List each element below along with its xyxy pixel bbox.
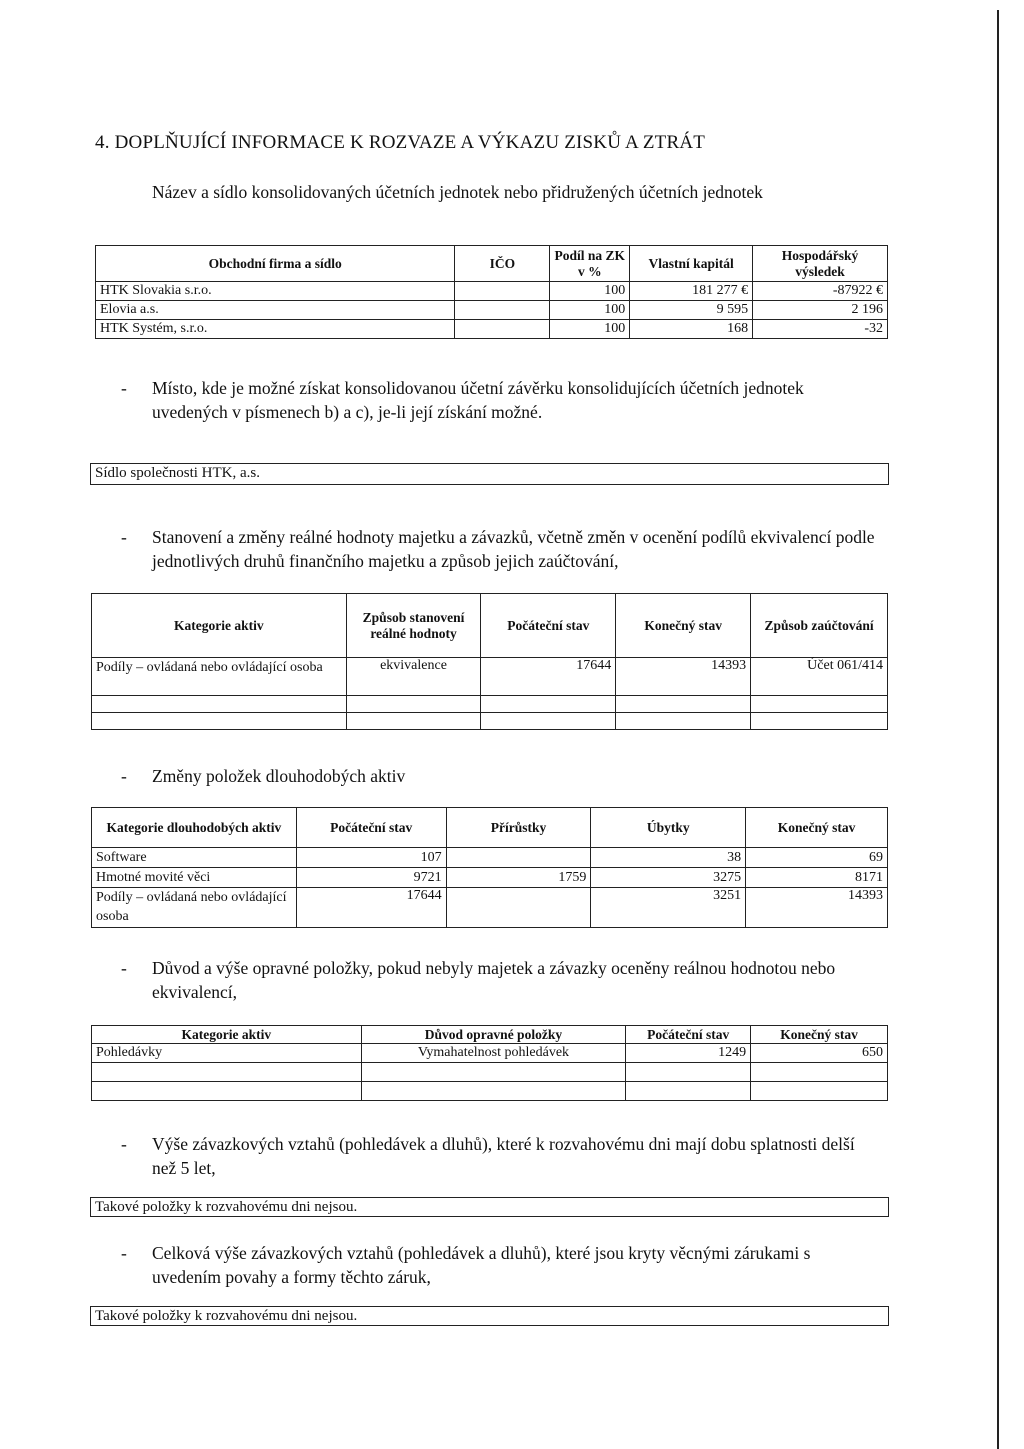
bullet-dash: - — [121, 527, 127, 547]
table-cell: 100 — [550, 320, 630, 339]
item-text: Důvod a výše opravné položky, pokud nebyly majetek a závazky oceněny reálnou hodnotou nebo ekvivalencí, — [152, 958, 836, 1002]
item-text: Výše závazkových vztahů (pohledávek a dluhů), které k rozvahovému dni mají dobu splatnosti delší než 5 let, — [152, 1134, 855, 1178]
table-cell: Pohledávky — [92, 1044, 362, 1063]
answer-box: Takové položky k rozvahovému dni nejsou. — [90, 1197, 889, 1217]
table-cell: 2 196 — [753, 301, 888, 320]
fair-value-table — [91, 593, 888, 730]
col-header: Konečný stav — [746, 808, 888, 848]
bullet-dash: - — [121, 766, 127, 786]
table-cell: 14393 — [746, 888, 888, 928]
table-row — [92, 848, 888, 868]
table-cell: -32 — [753, 320, 888, 339]
intro-text: Název a sídlo konsolidovaných účetních jednotek nebo přidružených účetních jednotek — [152, 182, 763, 202]
table-cell — [455, 282, 550, 301]
table-cell: 168 — [630, 320, 753, 339]
table-row — [92, 658, 888, 696]
table-cell: 650 — [751, 1044, 888, 1063]
item-text: Místo, kde je možné získat konsolidovanou účetní závěrku konsolidujících účetních jednotek uvedených v písmenech b) a c), je-li její získání možné. — [152, 378, 804, 422]
table-cell — [446, 848, 591, 868]
col-header: IČO — [455, 246, 550, 282]
table-cell: ekvivalence — [346, 658, 481, 696]
col-header: Počáteční stav — [481, 594, 616, 658]
table-cell — [455, 320, 550, 339]
table-cell: 1759 — [446, 868, 591, 888]
table-cell: 3251 — [591, 888, 746, 928]
col-header: Počáteční stav — [626, 1026, 751, 1044]
table-cell: 107 — [296, 848, 446, 868]
table-cell: Účet 061/414 — [751, 658, 888, 696]
table-cell: 9 595 — [630, 301, 753, 320]
col-header: Úbytky — [591, 808, 746, 848]
answer-box: Sídlo společnosti HTK, a.s. — [90, 463, 889, 485]
col-header: Podíl na ZK v % — [550, 246, 630, 282]
col-header: Vlastní kapitál — [630, 246, 753, 282]
table-cell: HTK Slovakia s.r.o. — [96, 282, 455, 301]
col-header: Obchodní firma a sídlo — [96, 246, 455, 282]
table-row — [96, 320, 888, 339]
col-header: Kategorie dlouhodobých aktiv — [92, 808, 297, 848]
col-header: Přírůstky — [446, 808, 591, 848]
table-cell: 3275 — [591, 868, 746, 888]
col-header: Hospodářský výsledek — [753, 246, 888, 282]
col-header: Konečný stav — [616, 594, 751, 658]
table-cell: Vymahatelnost pohledávek — [361, 1044, 626, 1063]
table-cell: 100 — [550, 282, 630, 301]
table-cell: Podíly – ovládaná nebo ovládající osoba — [92, 888, 297, 928]
table-cell: 9721 — [296, 868, 446, 888]
answer-box: Takové položky k rozvahovému dni nejsou. — [90, 1306, 889, 1326]
table-cell: 69 — [746, 848, 888, 868]
table-row — [92, 888, 888, 928]
table-cell: 14393 — [616, 658, 751, 696]
section-heading: 4. DOPLŇUJÍCÍ INFORMACE K ROZVAZE A VÝKAZU ZISKŮ A ZTRÁT — [95, 132, 706, 153]
item-text: Změny položek dlouhodobých aktiv — [152, 766, 406, 786]
bullet-dash: - — [121, 958, 127, 978]
long-term-assets-table — [91, 807, 888, 928]
table-cell: Hmotné movité věci — [92, 868, 297, 888]
table-cell: 17644 — [296, 888, 446, 928]
table-row — [92, 868, 888, 888]
table-cell: HTK Systém, s.r.o. — [96, 320, 455, 339]
table-cell: 8171 — [746, 868, 888, 888]
table-row — [92, 1063, 888, 1082]
table-cell: 100 — [550, 301, 630, 320]
table-cell: 181 277 € — [630, 282, 753, 301]
table-row — [92, 1044, 888, 1063]
col-header: Kategorie aktiv — [92, 594, 347, 658]
col-header: Způsob zaúčtování — [751, 594, 888, 658]
table-row — [92, 1082, 888, 1101]
table-cell: 17644 — [481, 658, 616, 696]
table-cell: Elovia a.s. — [96, 301, 455, 320]
bullet-dash: - — [121, 1243, 127, 1263]
bullet-dash: - — [121, 378, 127, 398]
table-cell: 38 — [591, 848, 746, 868]
page-edge-line — [997, 10, 999, 1449]
table-row — [92, 696, 888, 713]
table-row — [92, 713, 888, 730]
provision-table — [91, 1025, 888, 1101]
item-text: Celková výše závazkových vztahů (pohledávek a dluhů), které jsou kryty věcnými zárukami s uvedením povahy a formy těchto záruk, — [152, 1243, 811, 1287]
table-row — [96, 282, 888, 301]
col-header: Konečný stav — [751, 1026, 888, 1044]
table-cell: -87922 € — [753, 282, 888, 301]
col-header: Kategorie aktiv — [92, 1026, 362, 1044]
table-cell: 1249 — [626, 1044, 751, 1063]
col-header: Důvod opravné položky — [361, 1026, 626, 1044]
table-cell — [446, 888, 591, 928]
table-cell: Podíly – ovládaná nebo ovládající osoba — [92, 658, 347, 696]
consolidated-entities-table — [95, 245, 888, 339]
bullet-dash: - — [121, 1134, 127, 1154]
item-text: Stanovení a změny reálné hodnoty majetku a závazků, včetně změn v ocenění podílů ekvivalencí podle jednotlivých druhů finančního majetku a způsob jejich zaúčtování, — [152, 527, 875, 571]
table-cell — [455, 301, 550, 320]
table-cell: Software — [92, 848, 297, 868]
col-header: Počáteční stav — [296, 808, 446, 848]
table-row — [96, 301, 888, 320]
col-header: Způsob stanovení reálné hodnoty — [346, 594, 481, 658]
